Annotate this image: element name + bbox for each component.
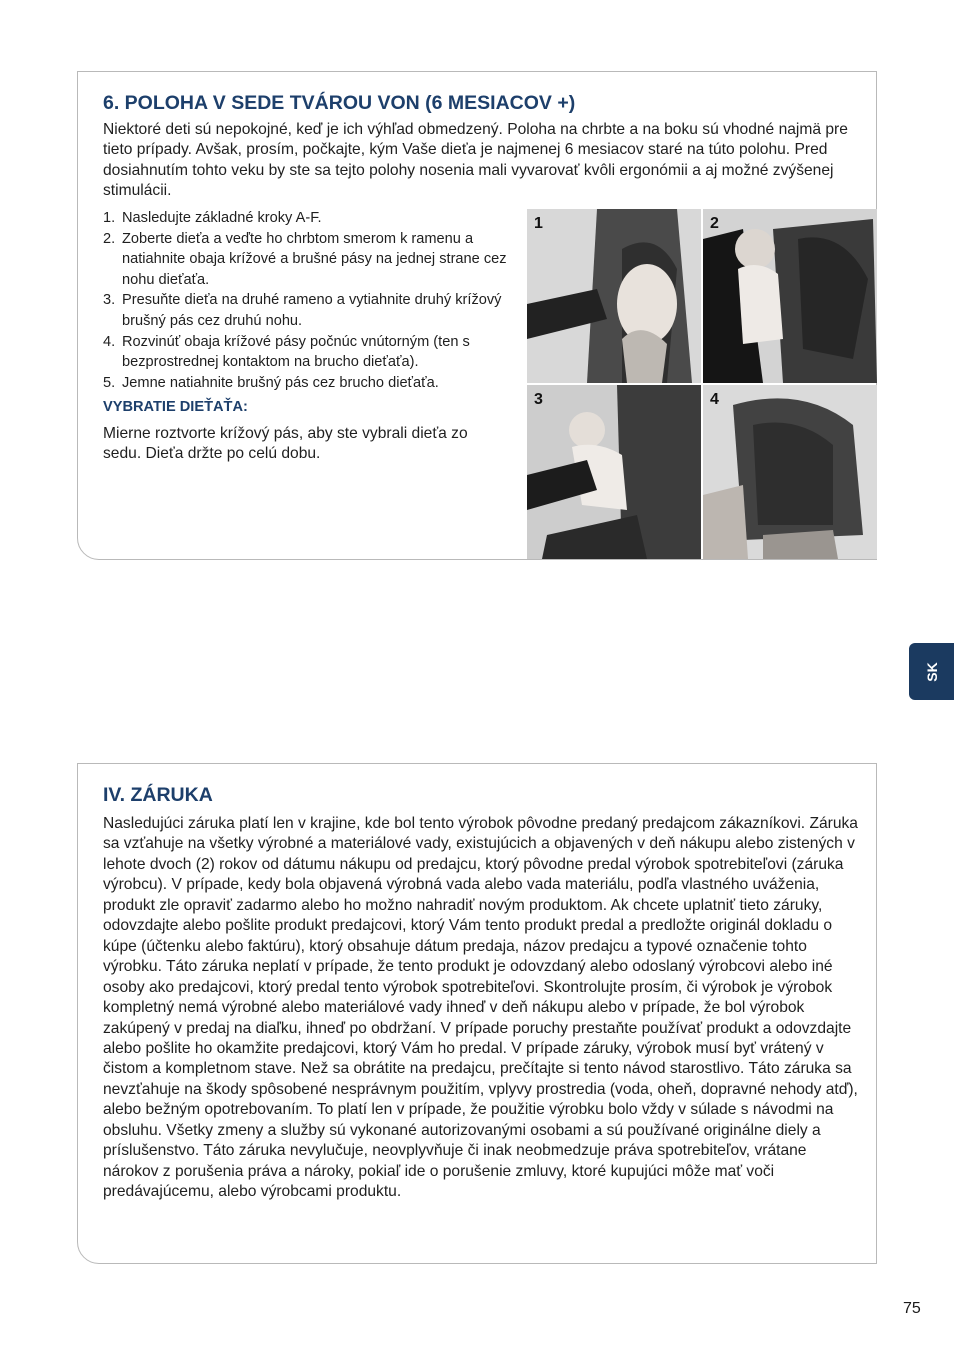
step-text: Nasledujte základné kroky A-F. <box>122 210 322 226</box>
step-text: Zoberte dieťa a veďte ho chrbtom smerom k ramenu a natiahnite obaja krížové a brušné pásy na jednej strane cez nohu dieťaťa. <box>122 230 507 288</box>
photo-step-1 <box>527 209 701 383</box>
list-item <box>103 290 513 331</box>
photo-label: 2 <box>710 215 719 232</box>
photo-illustration <box>703 209 877 383</box>
step-number: 3. <box>103 292 116 309</box>
photo-step-4 <box>703 385 877 559</box>
step-text: Presuňte dieťa na druhé rameno a vytiahnite druhý krížový brušný pás cez druhú nohu. <box>122 292 502 329</box>
photo-label: 3 <box>534 391 543 408</box>
photo-illustration <box>527 209 701 383</box>
step-number: 5. <box>103 374 116 391</box>
list-item <box>103 208 513 229</box>
photo-step-3 <box>527 385 701 559</box>
step-number: 1. <box>103 210 116 226</box>
list-item <box>103 332 513 373</box>
section-heading: 6. POLOHA V SEDE TVÁROU VON (6 MESIACOV +) <box>103 92 576 114</box>
photo-illustration <box>703 385 877 559</box>
steps-list <box>103 208 513 393</box>
language-tab-label: SK <box>923 661 940 682</box>
lift-paragraph: Mierne roztvorte krížový pás, aby ste vybrali dieťa zo sedu. Dieťa držte po celú dobu. <box>103 425 468 463</box>
photo-illustration <box>527 385 701 559</box>
photo-grid <box>527 209 878 560</box>
photo-step-2 <box>703 209 877 383</box>
photo-label: 1 <box>534 215 543 232</box>
step-number: 4. <box>103 333 116 350</box>
language-tab <box>909 643 954 700</box>
warranty-paragraph: Nasledujúci záruka platí len v krajine, kde bol tento výrobok pôvodne predaný predajcom zákazníkovi. Záruka sa vzťahuje na všetky výrobné a materiálové vady, existujúcich a objavených v deň nákupu alebo zistených v lehote dvoch (2) rokov od dátumu nákupu od predajcu, ktorý pôvodne predal výrobok spotrebiteľovi (záruka výrobcu). V prípade, kedy bola objavená výrobná vada alebo vada materiálu, podľa vlastného uváženia, produkt zle opraviť zadarmo alebo ho možno nahradiť novým produktom. Ak chcete uplatniť tieto záruky, odovzdajte alebo pošlite produkt predajcovi, ktorý Vám tento produkt predal a predložte originál dokladu o kúpe (účtenku alebo faktúru), ktorý obsahuje dátum predaja, názov predajcu a typové označenie tohto výrobku. Táto záruka neplatí v prípade, že tento produkt je odovzdaný alebo odoslaný výrobcovi alebo iné osoby ako predajcovi, ktorý predal tento výrobok spotrebiteľovi. Skontrolujte prosím, či výrobok je výrobok kompletný nemá výrobné alebo materiálové vady ihneď v deň nákupu alebo v prípade, že bol výrobok zakúpený v predaj na diaľku, ihneď po obdržaní. V prípade poruchy prestaňte používať produkt a odovzdajte alebo pošlite ho okamžite predajcovi, ktorý Vám ho predal. V prípade záruky, výrobok musí byť vrátený v čistom a kompletnom stave. Než sa obrátite na predajcu, prečítajte si tento návod starostlivo. Táto záruka sa nevzťahuje na škody spôsobené nesprávnym použitím, vplyvy prostredia (voda, oheň, dopravné nehody atď), alebo bežným opotrebovaním. To platí len v prípade, že použitie výrobku bolo vždy v súlade s návodmi na obsluhu. Všetky zmeny a služby sú vykonané autorizovanými osobami a sú používané originálne diely a príslušenstvo. Táto záruka nevylučuje, neovplyvňuje či inak neobmedzuje práva spotrebiteľov, vrátane nárokov z porušenia práva a nároky, pokiaľ ide o porušenie zmluvy, ktoré kupujúci môže mať voči predávajúcemu, alebo výrobcami produktu. <box>103 815 858 1201</box>
intro-paragraph: Niektoré deti sú nepokojné, keď je ich výhľad obmedzený. Poloha na chrbte a na boku sú vhodné najmä pre tieto prípady. Avšak, prosím, počkajte, kým Vaše dieťa je najmenej 6 mesiacov staré na túto polohu. Pred dosiahnutím tohto veku by ste sa tejto polohy nosenia mali vyvarovať kvôli ergonómii a aj možné zvýšenej stimulácii. <box>103 121 848 200</box>
step-text: Rozvinúť obaja krížové pásy počnúc vnútorným (ten s bezprostrednej kontaktom na brucho dieťaťa). <box>122 333 470 371</box>
page-number: 75 <box>903 1300 921 1317</box>
section-warranty <box>77 763 877 1264</box>
section-heading: IV. ZÁRUKA <box>103 784 213 806</box>
step-text: Jemne natiahnite brušný pás cez brucho dieťaťa. <box>122 374 439 391</box>
photo-label: 4 <box>710 391 719 408</box>
step-number: 2. <box>103 230 116 247</box>
list-item <box>103 373 513 394</box>
list-item <box>103 229 513 291</box>
lift-subheading: VYBRATIE DIEŤAŤA: <box>103 399 248 415</box>
section-positioning <box>77 71 877 560</box>
